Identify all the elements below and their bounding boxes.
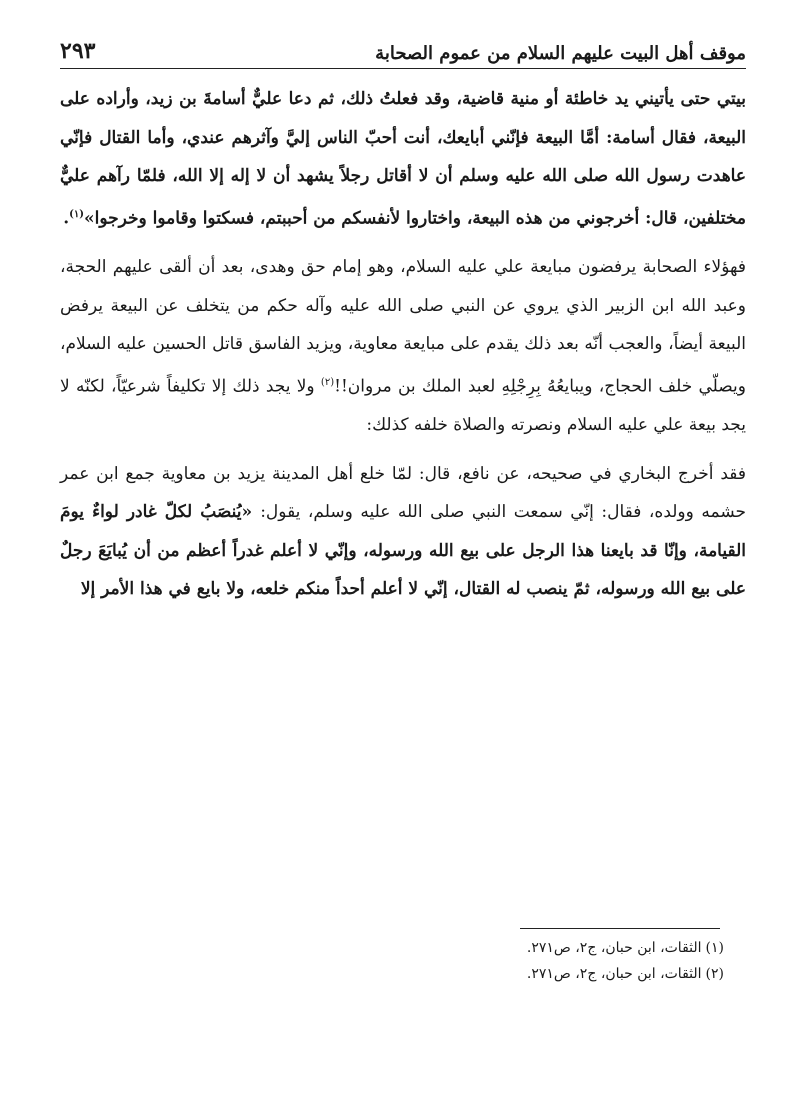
paragraph-2-text: فهؤلاء الصحابة يرفضون مبايعة علي عليه السلام، وهو إمام حق وهدى، بعد أن ألقى عليهم الحجة، وعبد الله ابن الزبير الذي يروي عن النبي صلى الله عليه وآله حكم من يتخلف عن البيعة يرفض البيعة أيضاً، والعجب أنّه بعد ذلك يقدم على مبايعة معاوية، ويزيد الفاسق قاتل الحسين عليه السلام، ويصلّي خلف الحجاج، ويبايعُهُ بِرِجْلِهِ لعبد الملك بن مروان!!	[60, 257, 746, 397]
running-header	[60, 24, 746, 69]
paragraph-2	[60, 248, 746, 445]
paragraph-1-tail: .	[63, 208, 70, 229]
running-title: موقف أهل البيت عليهم السلام من عموم الصحابة	[375, 43, 746, 64]
footnote-ref-2: (٢)	[320, 376, 335, 388]
footnote-2-text: الثقات، ابن حبان، ج٢، ص٢٧١.	[526, 966, 702, 982]
paragraph-1-text: بيتي حتى يأتيني يد خاطئة أو منية قاضية، وقد فعلتُ ذلك، ثم دعا عليٌّ أسامةَ بن زيد، وأراده على البيعة، فقال أسامة: أمَّا البيعة فإنّني أبايعك، أنت أحبّ الناس إليَّ وآثرهم عندي، وأما القتال فإنّي عاهدت رسول الله صلى الله عليه وسلم أن لا أقاتل رجلاً يشهد أن لا إله إلا الله، فلمّا رآهم عليٌّ مختلفين، قال: أخرجوني من هذه البيعة، واختاروا لأنفسكم من أحببتم، فسكتوا وقاموا وخرجوا»	[60, 89, 746, 229]
footnote-1-text: الثقات، ابن حبان، ج٢، ص٢٧١.	[526, 940, 702, 956]
footnote-1-number: (١)	[705, 940, 724, 956]
footnotes	[60, 935, 724, 987]
paragraph-3-text: فقد أخرج البخاري في صحيحه، عن نافع، قال: لمّا خلع أهل المدينة يزيد بن معاوية جمع ابن عمر حشمه وولده، فقال: إنّي سمعت النبي صلى الله عليه وسلم، يقول:	[60, 463, 746, 523]
paragraph-1	[60, 80, 746, 238]
footnote-2	[60, 961, 724, 987]
footnote-2-number: (٢)	[705, 966, 724, 982]
paragraph-3-tail: «يُنصَبُ لكلّ غادر لواءٌ يومَ القيامة، وإنّا قد بايعنا هذا الرجل على بيع الله ورسوله، وإنّي لا أعلم غدراً أعظم من أن يُبايَعَ رجلٌ على بيع الله ورسوله، ثمّ ينصب له القتال، إنّي لا أعلم أحداً منكم خلعه، ولا بايع في هذا الأمر إلا	[60, 502, 746, 600]
main-text	[60, 80, 746, 609]
footnote-ref-1: (١)	[69, 208, 84, 220]
footnote-1	[60, 935, 724, 961]
footnote-divider	[520, 928, 720, 929]
page-number: ٢٩٣	[60, 38, 96, 64]
paragraph-3	[60, 455, 746, 609]
paragraph-2-tail: ولا يجد ذلك إلا تكليفاً شرعيّاً، لكنّه لا يجد بيعة علي عليه السلام ونصرته والصلاة خلفه كذلك:	[60, 376, 746, 436]
